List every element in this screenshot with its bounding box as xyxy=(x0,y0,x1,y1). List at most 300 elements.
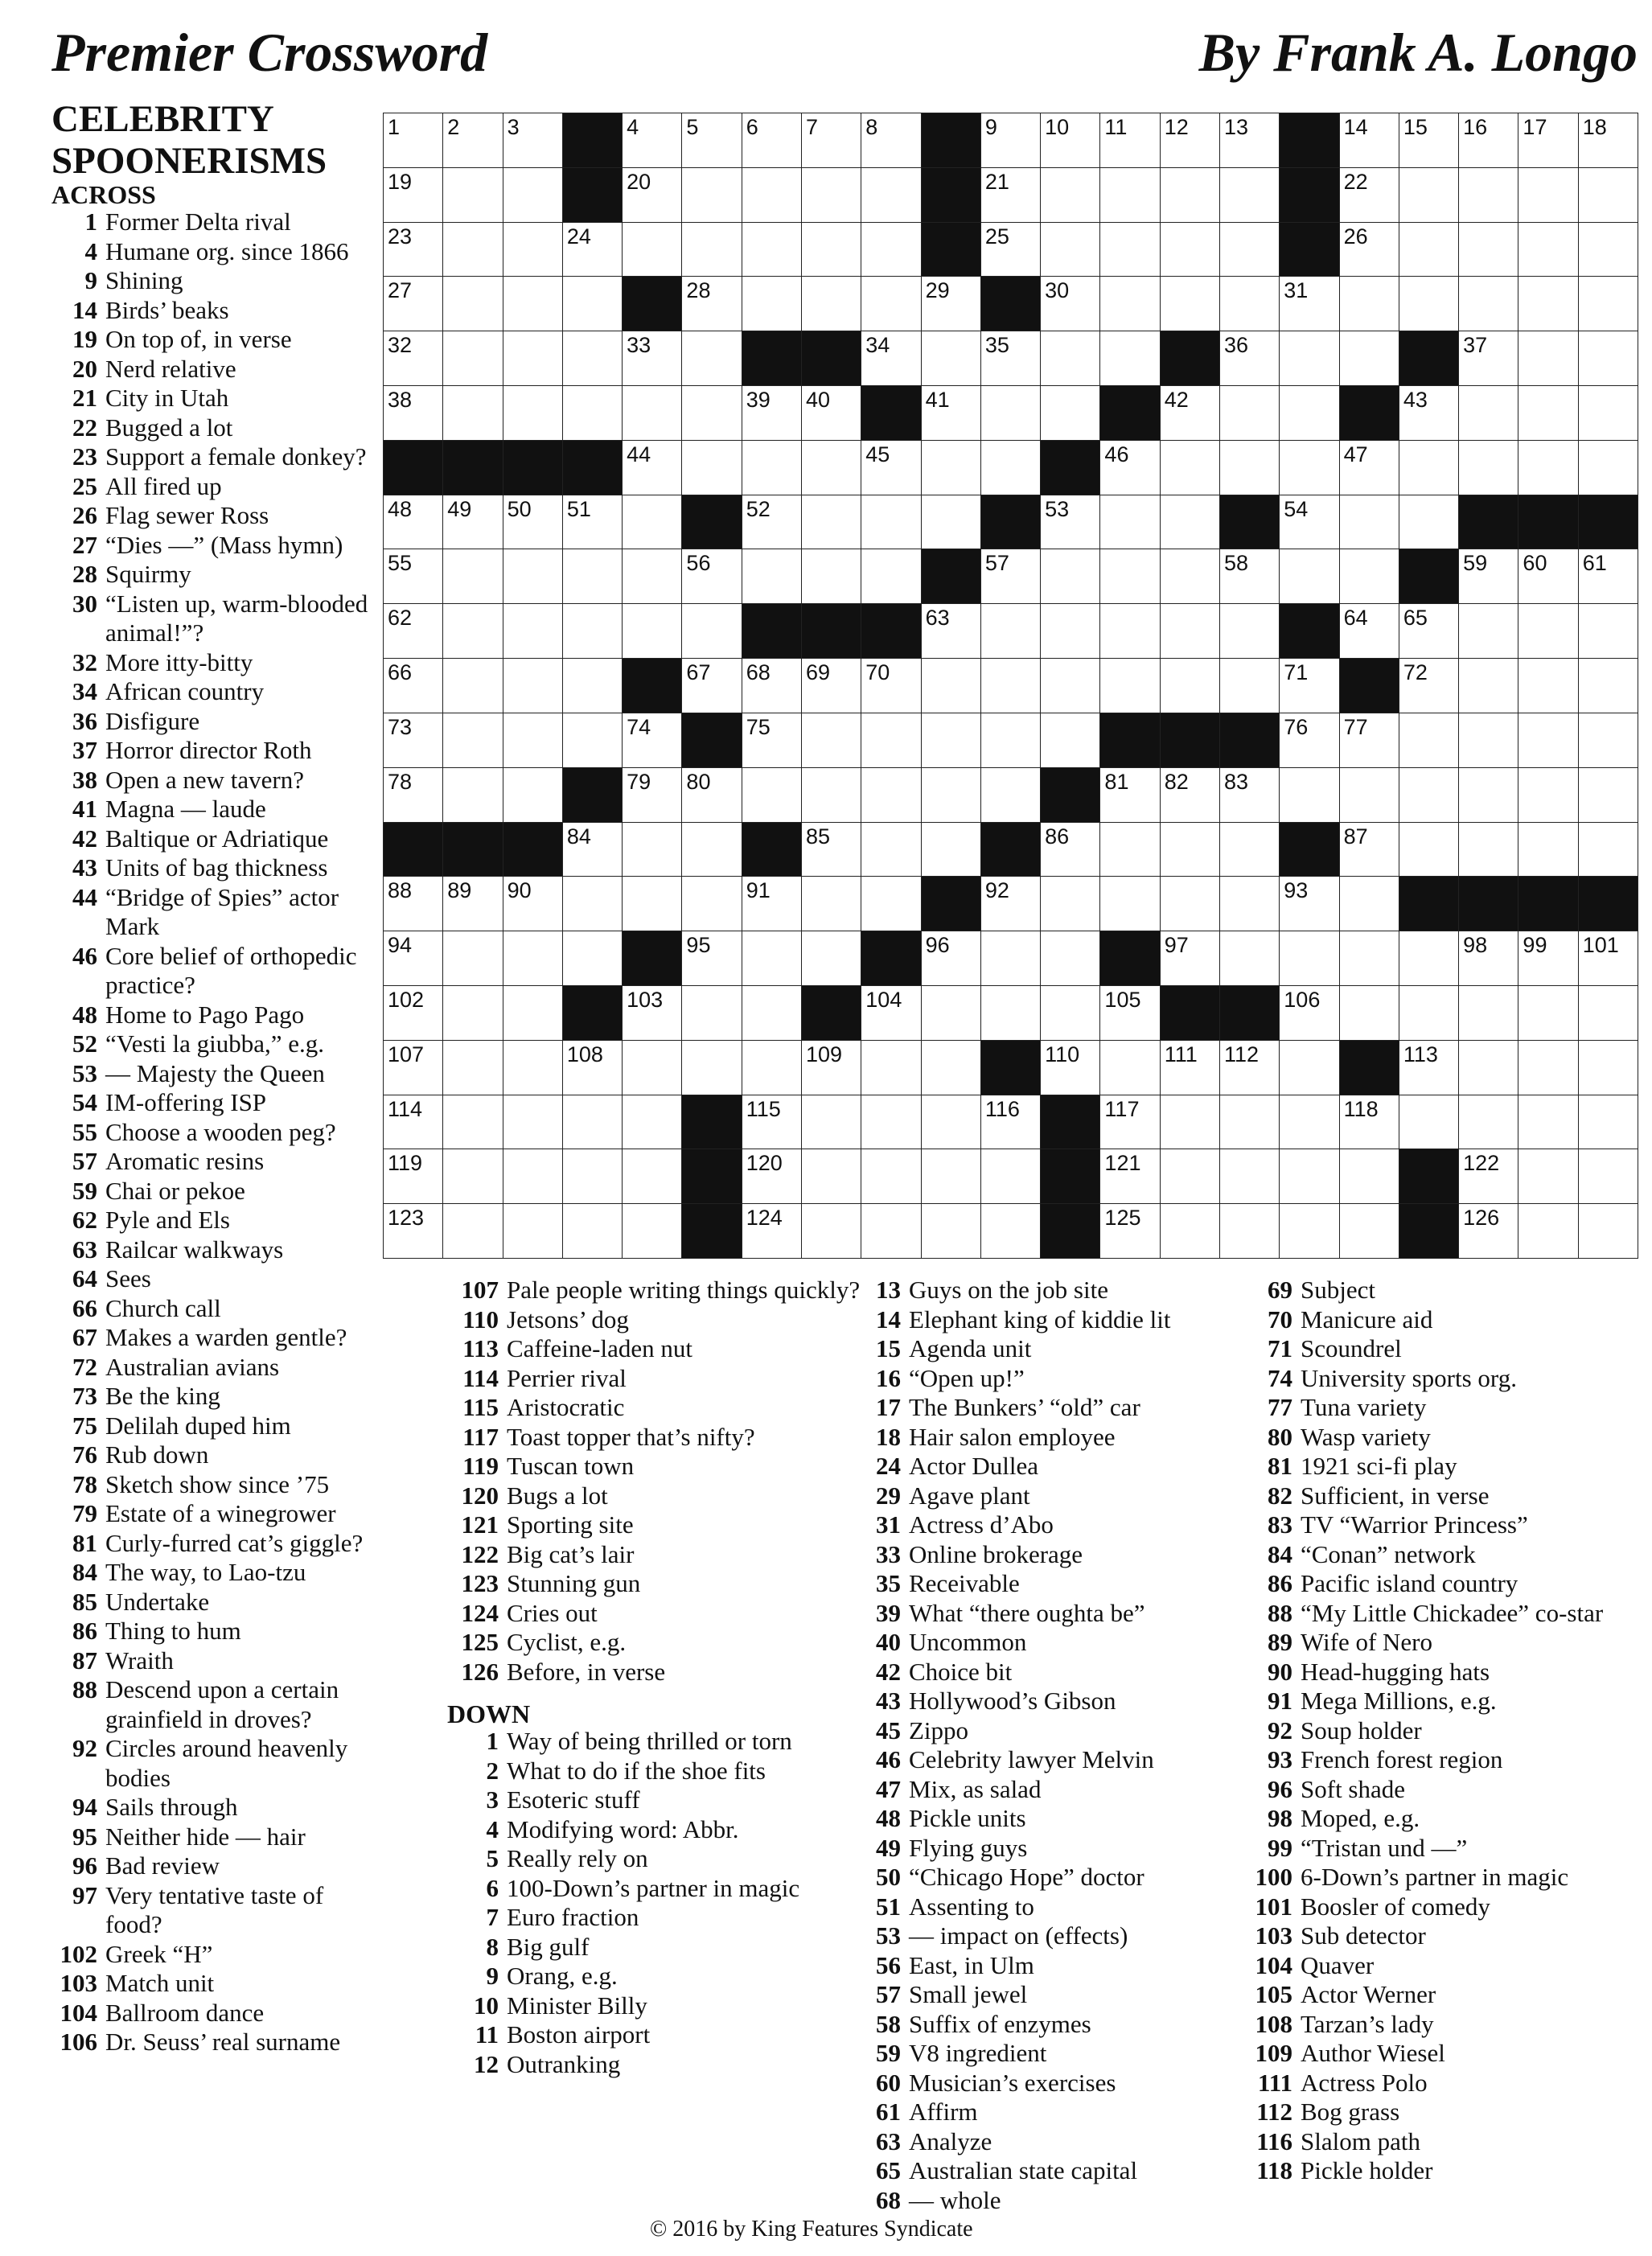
grid-cell[interactable] xyxy=(1578,603,1639,659)
grid-cell[interactable] xyxy=(861,113,922,168)
grid-cell[interactable] xyxy=(921,603,982,659)
grid-cell[interactable] xyxy=(742,713,803,768)
grid-cell[interactable] xyxy=(442,167,503,223)
grid-cell[interactable] xyxy=(1160,876,1221,931)
grid-cell[interactable] xyxy=(1099,1149,1161,1204)
grid-cell[interactable] xyxy=(1458,985,1519,1041)
grid-cell[interactable] xyxy=(1279,385,1340,441)
grid-cell[interactable] xyxy=(980,985,1042,1041)
grid-cell[interactable] xyxy=(1279,985,1340,1041)
grid-cell[interactable] xyxy=(1219,767,1280,823)
grid-cell[interactable] xyxy=(383,713,444,768)
grid-cell[interactable] xyxy=(742,931,803,986)
grid-cell[interactable] xyxy=(980,603,1042,659)
grid-cell[interactable] xyxy=(1339,931,1400,986)
grid-cell[interactable] xyxy=(980,1203,1042,1259)
grid-cell[interactable] xyxy=(1160,440,1221,495)
grid-cell[interactable] xyxy=(1339,822,1400,877)
grid-cell[interactable] xyxy=(1040,658,1101,713)
grid-cell[interactable] xyxy=(921,331,982,386)
grid-cell[interactable] xyxy=(503,222,564,277)
grid-cell[interactable] xyxy=(1160,549,1221,604)
grid-cell[interactable] xyxy=(921,495,982,550)
grid-cell[interactable] xyxy=(383,767,444,823)
grid-cell[interactable] xyxy=(742,876,803,931)
grid-cell[interactable] xyxy=(1219,167,1280,223)
grid-cell[interactable] xyxy=(503,276,564,331)
grid-cell[interactable] xyxy=(1040,167,1101,223)
grid-cell[interactable] xyxy=(1399,985,1460,1041)
grid-cell[interactable] xyxy=(1099,222,1161,277)
grid-cell[interactable] xyxy=(1399,222,1460,277)
grid-cell[interactable] xyxy=(622,167,683,223)
grid-cell[interactable] xyxy=(1578,658,1639,713)
grid-cell[interactable] xyxy=(1040,113,1101,168)
grid-cell[interactable] xyxy=(861,658,922,713)
grid-cell[interactable] xyxy=(1399,276,1460,331)
grid-cell[interactable] xyxy=(1458,1149,1519,1204)
grid-cell[interactable] xyxy=(980,713,1042,768)
grid-cell[interactable] xyxy=(442,1095,503,1150)
grid-cell[interactable] xyxy=(442,549,503,604)
grid-cell[interactable] xyxy=(681,440,742,495)
grid-cell[interactable] xyxy=(442,603,503,659)
grid-cell[interactable] xyxy=(503,767,564,823)
grid-cell[interactable] xyxy=(1578,1203,1639,1259)
grid-cell[interactable] xyxy=(801,549,862,604)
grid-cell[interactable] xyxy=(383,167,444,223)
grid-cell[interactable] xyxy=(503,985,564,1041)
grid-cell[interactable] xyxy=(1339,222,1400,277)
grid-cell[interactable] xyxy=(1099,331,1161,386)
grid-cell[interactable] xyxy=(861,549,922,604)
grid-cell[interactable] xyxy=(562,713,623,768)
grid-cell[interactable] xyxy=(1518,167,1579,223)
grid-cell[interactable] xyxy=(980,331,1042,386)
grid-cell[interactable] xyxy=(681,876,742,931)
grid-cell[interactable] xyxy=(442,876,503,931)
grid-cell[interactable] xyxy=(1040,876,1101,931)
grid-cell[interactable] xyxy=(1518,931,1579,986)
grid-cell[interactable] xyxy=(1160,1095,1221,1150)
grid-cell[interactable] xyxy=(503,931,564,986)
grid-cell[interactable] xyxy=(1518,713,1579,768)
grid-cell[interactable] xyxy=(1099,495,1161,550)
grid-cell[interactable] xyxy=(562,385,623,441)
grid-cell[interactable] xyxy=(1578,985,1639,1041)
grid-cell[interactable] xyxy=(742,276,803,331)
grid-cell[interactable] xyxy=(1279,549,1340,604)
grid-cell[interactable] xyxy=(1040,931,1101,986)
grid-cell[interactable] xyxy=(861,167,922,223)
grid-cell[interactable] xyxy=(1040,495,1101,550)
grid-cell[interactable] xyxy=(503,658,564,713)
grid-cell[interactable] xyxy=(681,658,742,713)
grid-cell[interactable] xyxy=(801,658,862,713)
grid-cell[interactable] xyxy=(1219,385,1280,441)
grid-cell[interactable] xyxy=(1219,113,1280,168)
grid-cell[interactable] xyxy=(562,276,623,331)
grid-cell[interactable] xyxy=(1399,931,1460,986)
grid-cell[interactable] xyxy=(742,767,803,823)
grid-cell[interactable] xyxy=(801,385,862,441)
grid-cell[interactable] xyxy=(1399,767,1460,823)
grid-cell[interactable] xyxy=(1279,931,1340,986)
grid-cell[interactable] xyxy=(1099,440,1161,495)
grid-cell[interactable] xyxy=(442,222,503,277)
grid-cell[interactable] xyxy=(1339,113,1400,168)
grid-cell[interactable] xyxy=(1040,331,1101,386)
grid-cell[interactable] xyxy=(1160,931,1221,986)
grid-cell[interactable] xyxy=(622,1040,683,1095)
grid-cell[interactable] xyxy=(1160,385,1221,441)
grid-cell[interactable] xyxy=(1219,1040,1280,1095)
grid-cell[interactable] xyxy=(861,1095,922,1150)
grid-cell[interactable] xyxy=(1458,931,1519,986)
grid-cell[interactable] xyxy=(801,1040,862,1095)
grid-cell[interactable] xyxy=(1099,113,1161,168)
grid-cell[interactable] xyxy=(1279,713,1340,768)
grid-cell[interactable] xyxy=(742,1040,803,1095)
grid-cell[interactable] xyxy=(921,713,982,768)
grid-cell[interactable] xyxy=(742,113,803,168)
grid-cell[interactable] xyxy=(1279,876,1340,931)
grid-cell[interactable] xyxy=(861,985,922,1041)
grid-cell[interactable] xyxy=(383,222,444,277)
grid-cell[interactable] xyxy=(1339,985,1400,1041)
grid-cell[interactable] xyxy=(1040,549,1101,604)
grid-cell[interactable] xyxy=(801,495,862,550)
grid-cell[interactable] xyxy=(1279,1040,1340,1095)
grid-cell[interactable] xyxy=(383,1095,444,1150)
grid-cell[interactable] xyxy=(1339,1149,1400,1204)
grid-cell[interactable] xyxy=(681,1040,742,1095)
grid-cell[interactable] xyxy=(1040,385,1101,441)
grid-cell[interactable] xyxy=(681,385,742,441)
grid-cell[interactable] xyxy=(1040,1040,1101,1095)
grid-cell[interactable] xyxy=(1339,603,1400,659)
grid-cell[interactable] xyxy=(980,931,1042,986)
grid-cell[interactable] xyxy=(801,1203,862,1259)
grid-cell[interactable] xyxy=(681,549,742,604)
grid-cell[interactable] xyxy=(1458,767,1519,823)
grid-cell[interactable] xyxy=(1040,713,1101,768)
grid-cell[interactable] xyxy=(503,1203,564,1259)
grid-cell[interactable] xyxy=(562,495,623,550)
grid-cell[interactable] xyxy=(622,113,683,168)
grid-cell[interactable] xyxy=(1279,767,1340,823)
grid-cell[interactable] xyxy=(622,1149,683,1204)
grid-cell[interactable] xyxy=(681,767,742,823)
grid-cell[interactable] xyxy=(681,167,742,223)
grid-cell[interactable] xyxy=(681,276,742,331)
grid-cell[interactable] xyxy=(742,1203,803,1259)
grid-cell[interactable] xyxy=(1279,331,1340,386)
grid-cell[interactable] xyxy=(1219,658,1280,713)
grid-cell[interactable] xyxy=(1099,1040,1161,1095)
grid-cell[interactable] xyxy=(383,495,444,550)
grid-cell[interactable] xyxy=(1458,276,1519,331)
grid-cell[interactable] xyxy=(1399,1040,1460,1095)
grid-cell[interactable] xyxy=(1578,931,1639,986)
grid-cell[interactable] xyxy=(622,603,683,659)
grid-cell[interactable] xyxy=(1399,822,1460,877)
grid-cell[interactable] xyxy=(503,876,564,931)
grid-cell[interactable] xyxy=(1160,1040,1221,1095)
grid-cell[interactable] xyxy=(861,222,922,277)
grid-cell[interactable] xyxy=(1219,822,1280,877)
grid-cell[interactable] xyxy=(562,931,623,986)
grid-cell[interactable] xyxy=(980,113,1042,168)
grid-cell[interactable] xyxy=(503,1149,564,1204)
grid-cell[interactable] xyxy=(1339,276,1400,331)
grid-cell[interactable] xyxy=(1518,276,1579,331)
grid-cell[interactable] xyxy=(1040,822,1101,877)
grid-cell[interactable] xyxy=(383,113,444,168)
grid-cell[interactable] xyxy=(980,1095,1042,1150)
grid-cell[interactable] xyxy=(1518,658,1579,713)
grid-cell[interactable] xyxy=(622,985,683,1041)
grid-cell[interactable] xyxy=(503,113,564,168)
grid-cell[interactable] xyxy=(1399,385,1460,441)
grid-cell[interactable] xyxy=(562,1095,623,1150)
grid-cell[interactable] xyxy=(921,1040,982,1095)
grid-cell[interactable] xyxy=(1578,1149,1639,1204)
grid-cell[interactable] xyxy=(562,876,623,931)
grid-cell[interactable] xyxy=(1160,276,1221,331)
grid-cell[interactable] xyxy=(1578,1095,1639,1150)
grid-cell[interactable] xyxy=(1518,1095,1579,1150)
grid-cell[interactable] xyxy=(1339,876,1400,931)
grid-cell[interactable] xyxy=(801,1149,862,1204)
grid-cell[interactable] xyxy=(1578,222,1639,277)
grid-cell[interactable] xyxy=(1518,331,1579,386)
grid-cell[interactable] xyxy=(1458,385,1519,441)
grid-cell[interactable] xyxy=(1578,822,1639,877)
grid-cell[interactable] xyxy=(1518,222,1579,277)
grid-cell[interactable] xyxy=(742,985,803,1041)
grid-cell[interactable] xyxy=(1578,331,1639,386)
grid-cell[interactable] xyxy=(1399,113,1460,168)
grid-cell[interactable] xyxy=(622,549,683,604)
grid-cell[interactable] xyxy=(1160,658,1221,713)
grid-cell[interactable] xyxy=(801,713,862,768)
grid-cell[interactable] xyxy=(442,767,503,823)
grid-cell[interactable] xyxy=(622,440,683,495)
grid-cell[interactable] xyxy=(1339,767,1400,823)
grid-cell[interactable] xyxy=(622,767,683,823)
grid-cell[interactable] xyxy=(1279,1095,1340,1150)
grid-cell[interactable] xyxy=(742,549,803,604)
grid-cell[interactable] xyxy=(383,931,444,986)
grid-cell[interactable] xyxy=(622,331,683,386)
grid-cell[interactable] xyxy=(1099,767,1161,823)
grid-cell[interactable] xyxy=(1339,1203,1400,1259)
grid-cell[interactable] xyxy=(1219,440,1280,495)
grid-cell[interactable] xyxy=(383,549,444,604)
grid-cell[interactable] xyxy=(861,1040,922,1095)
grid-cell[interactable] xyxy=(442,495,503,550)
grid-cell[interactable] xyxy=(921,276,982,331)
grid-cell[interactable] xyxy=(1160,167,1221,223)
grid-cell[interactable] xyxy=(801,167,862,223)
grid-cell[interactable] xyxy=(742,1095,803,1150)
grid-cell[interactable] xyxy=(1518,1203,1579,1259)
grid-cell[interactable] xyxy=(442,931,503,986)
grid-cell[interactable] xyxy=(1578,440,1639,495)
grid-cell[interactable] xyxy=(383,658,444,713)
grid-cell[interactable] xyxy=(921,440,982,495)
grid-cell[interactable] xyxy=(1578,167,1639,223)
grid-cell[interactable] xyxy=(681,113,742,168)
grid-cell[interactable] xyxy=(980,1149,1042,1204)
grid-cell[interactable] xyxy=(1160,767,1221,823)
grid-cell[interactable] xyxy=(1279,1149,1340,1204)
grid-cell[interactable] xyxy=(1219,331,1280,386)
grid-cell[interactable] xyxy=(622,713,683,768)
grid-cell[interactable] xyxy=(1339,549,1400,604)
grid-cell[interactable] xyxy=(1518,1040,1579,1095)
grid-cell[interactable] xyxy=(1160,113,1221,168)
grid-cell[interactable] xyxy=(383,876,444,931)
grid-cell[interactable] xyxy=(1279,495,1340,550)
grid-cell[interactable] xyxy=(383,276,444,331)
grid-cell[interactable] xyxy=(1518,603,1579,659)
grid-cell[interactable] xyxy=(1099,603,1161,659)
grid-cell[interactable] xyxy=(383,603,444,659)
grid-cell[interactable] xyxy=(801,276,862,331)
grid-cell[interactable] xyxy=(1160,603,1221,659)
grid-cell[interactable] xyxy=(1339,495,1400,550)
grid-cell[interactable] xyxy=(742,385,803,441)
grid-cell[interactable] xyxy=(1099,985,1161,1041)
grid-cell[interactable] xyxy=(1339,1095,1400,1150)
grid-cell[interactable] xyxy=(562,603,623,659)
grid-cell[interactable] xyxy=(1040,276,1101,331)
grid-cell[interactable] xyxy=(1578,549,1639,604)
grid-cell[interactable] xyxy=(1518,385,1579,441)
grid-cell[interactable] xyxy=(742,222,803,277)
grid-cell[interactable] xyxy=(921,1203,982,1259)
grid-cell[interactable] xyxy=(921,1095,982,1150)
grid-cell[interactable] xyxy=(1458,1095,1519,1150)
grid-cell[interactable] xyxy=(1399,440,1460,495)
grid-cell[interactable] xyxy=(1160,1149,1221,1204)
grid-cell[interactable] xyxy=(1279,440,1340,495)
grid-cell[interactable] xyxy=(921,985,982,1041)
grid-cell[interactable] xyxy=(383,985,444,1041)
grid-cell[interactable] xyxy=(801,1095,862,1150)
grid-cell[interactable] xyxy=(861,713,922,768)
grid-cell[interactable] xyxy=(383,1149,444,1204)
grid-cell[interactable] xyxy=(503,549,564,604)
grid-cell[interactable] xyxy=(1279,658,1340,713)
grid-cell[interactable] xyxy=(980,767,1042,823)
grid-cell[interactable] xyxy=(562,1040,623,1095)
grid-cell[interactable] xyxy=(442,385,503,441)
grid-cell[interactable] xyxy=(562,222,623,277)
grid-cell[interactable] xyxy=(801,440,862,495)
grid-cell[interactable] xyxy=(980,440,1042,495)
grid-cell[interactable] xyxy=(1518,549,1579,604)
grid-cell[interactable] xyxy=(1160,222,1221,277)
grid-cell[interactable] xyxy=(681,822,742,877)
grid-cell[interactable] xyxy=(1578,385,1639,441)
grid-cell[interactable] xyxy=(1399,603,1460,659)
grid-cell[interactable] xyxy=(1219,603,1280,659)
grid-cell[interactable] xyxy=(1518,1149,1579,1204)
grid-cell[interactable] xyxy=(921,822,982,877)
grid-cell[interactable] xyxy=(980,167,1042,223)
grid-cell[interactable] xyxy=(1578,276,1639,331)
grid-cell[interactable] xyxy=(562,1203,623,1259)
grid-cell[interactable] xyxy=(1399,658,1460,713)
grid-cell[interactable] xyxy=(562,331,623,386)
grid-cell[interactable] xyxy=(1099,658,1161,713)
grid-cell[interactable] xyxy=(1458,167,1519,223)
grid-cell[interactable] xyxy=(1518,440,1579,495)
grid-cell[interactable] xyxy=(1518,767,1579,823)
grid-cell[interactable] xyxy=(1518,822,1579,877)
grid-cell[interactable] xyxy=(681,931,742,986)
grid-cell[interactable] xyxy=(1458,603,1519,659)
grid-cell[interactable] xyxy=(1458,222,1519,277)
grid-cell[interactable] xyxy=(442,1040,503,1095)
grid-cell[interactable] xyxy=(801,876,862,931)
grid-cell[interactable] xyxy=(1578,767,1639,823)
grid-cell[interactable] xyxy=(1219,276,1280,331)
grid-cell[interactable] xyxy=(681,603,742,659)
grid-cell[interactable] xyxy=(383,385,444,441)
grid-cell[interactable] xyxy=(921,385,982,441)
grid-cell[interactable] xyxy=(1518,985,1579,1041)
grid-cell[interactable] xyxy=(980,222,1042,277)
grid-cell[interactable] xyxy=(442,331,503,386)
grid-cell[interactable] xyxy=(1160,1203,1221,1259)
grid-cell[interactable] xyxy=(622,1095,683,1150)
grid-cell[interactable] xyxy=(562,658,623,713)
grid-cell[interactable] xyxy=(1458,822,1519,877)
grid-cell[interactable] xyxy=(1099,1203,1161,1259)
grid-cell[interactable] xyxy=(1399,1095,1460,1150)
grid-cell[interactable] xyxy=(861,440,922,495)
grid-cell[interactable] xyxy=(861,767,922,823)
grid-cell[interactable] xyxy=(1578,113,1639,168)
grid-cell[interactable] xyxy=(442,658,503,713)
grid-cell[interactable] xyxy=(1219,222,1280,277)
grid-cell[interactable] xyxy=(383,1203,444,1259)
grid-cell[interactable] xyxy=(1458,440,1519,495)
grid-cell[interactable] xyxy=(1099,876,1161,931)
grid-cell[interactable] xyxy=(1219,931,1280,986)
grid-cell[interactable] xyxy=(861,822,922,877)
grid-cell[interactable] xyxy=(442,1203,503,1259)
grid-cell[interactable] xyxy=(1040,985,1101,1041)
grid-cell[interactable] xyxy=(503,495,564,550)
grid-cell[interactable] xyxy=(861,1149,922,1204)
grid-cell[interactable] xyxy=(1458,549,1519,604)
grid-cell[interactable] xyxy=(442,1149,503,1204)
grid-cell[interactable] xyxy=(980,549,1042,604)
grid-cell[interactable] xyxy=(681,222,742,277)
grid-cell[interactable] xyxy=(1458,1203,1519,1259)
grid-cell[interactable] xyxy=(1219,1149,1280,1204)
grid-cell[interactable] xyxy=(1099,276,1161,331)
grid-cell[interactable] xyxy=(503,1095,564,1150)
grid-cell[interactable] xyxy=(921,767,982,823)
grid-cell[interactable] xyxy=(742,658,803,713)
grid-cell[interactable] xyxy=(442,276,503,331)
